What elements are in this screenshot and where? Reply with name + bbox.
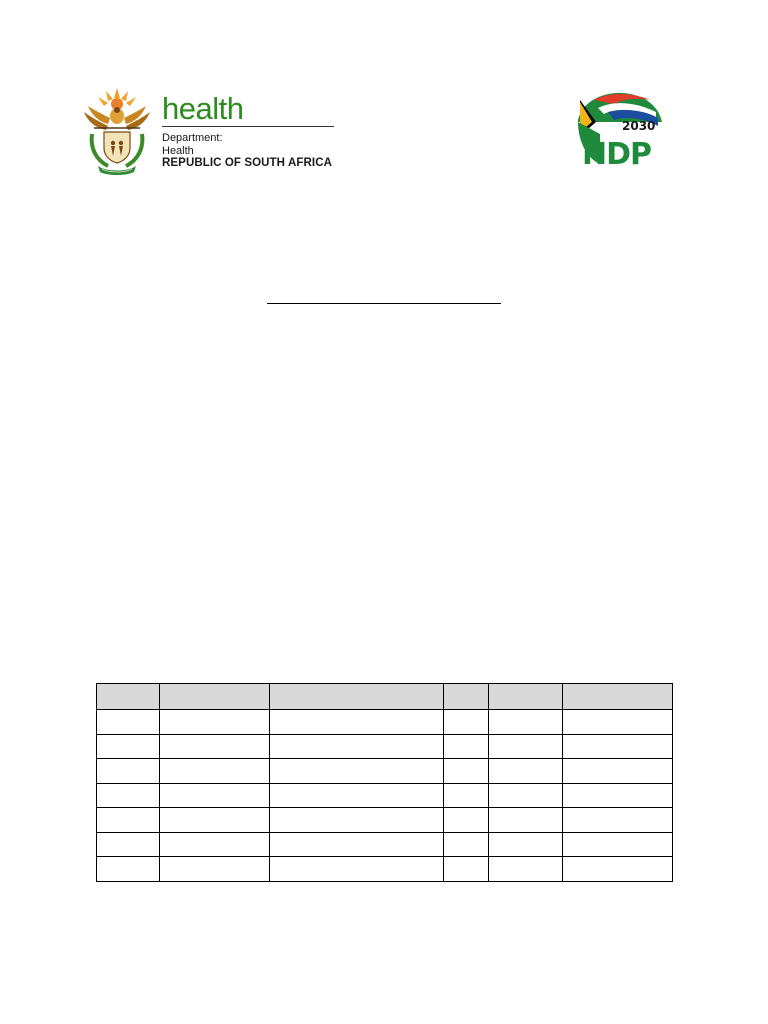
table-cell [160,783,270,808]
table-cell [563,759,673,784]
table-header-cell [97,684,160,710]
table-cell [489,759,563,784]
table-cell [444,734,489,759]
table-header-cell [270,684,444,710]
table-row [97,759,673,784]
table-cell [444,832,489,857]
table-cell [444,783,489,808]
table-cell [270,857,444,882]
table-cell [97,759,160,784]
table-cell [489,808,563,833]
table-cell [563,832,673,857]
table-cell [160,808,270,833]
department-wordmark: health [162,91,244,126]
table-header-row [97,684,673,710]
department-header [162,92,337,170]
svg-text:2030: 2030 [622,119,656,133]
table-cell [97,832,160,857]
table-cell [97,783,160,808]
table-cell [160,710,270,735]
table-cell [270,808,444,833]
table-cell [444,808,489,833]
table-cell [444,710,489,735]
table-cell [160,857,270,882]
table-cell [97,808,160,833]
table-cell [270,783,444,808]
table-cell [563,783,673,808]
table-header-cell [489,684,563,710]
table-cell [97,857,160,882]
table-row [97,783,673,808]
table-cell [270,759,444,784]
table-cell [160,734,270,759]
department-label: Department: [162,132,223,144]
table-row [97,832,673,857]
table-row [97,734,673,759]
table-row [97,808,673,833]
table-cell [270,832,444,857]
table-cell [160,759,270,784]
header-divider [162,126,334,127]
table-row [97,857,673,882]
table-cell [563,808,673,833]
table-cell [97,734,160,759]
country-name: REPUBLIC OF SOUTH AFRICA [162,157,332,169]
table-cell [489,783,563,808]
table-header-cell [444,684,489,710]
table-cell [563,734,673,759]
table-cell [444,857,489,882]
table-cell [489,734,563,759]
svg-text:NDP: NDP [582,137,651,170]
table-cell [270,710,444,735]
table-cell [444,759,489,784]
table-cell [489,832,563,857]
table-cell [563,857,673,882]
table-cell [160,832,270,857]
table-cell [489,710,563,735]
department-name: Health [162,144,194,157]
table-cell [270,734,444,759]
table-cell [489,857,563,882]
title-underline [267,303,501,304]
table-cell [563,710,673,735]
table-row [97,710,673,735]
document-table [96,683,673,882]
table-header-cell [563,684,673,710]
ndp-2030-logo [574,90,666,170]
table-header-cell [160,684,270,710]
table-cell [97,710,160,735]
coat-of-arms-icon [80,86,154,176]
